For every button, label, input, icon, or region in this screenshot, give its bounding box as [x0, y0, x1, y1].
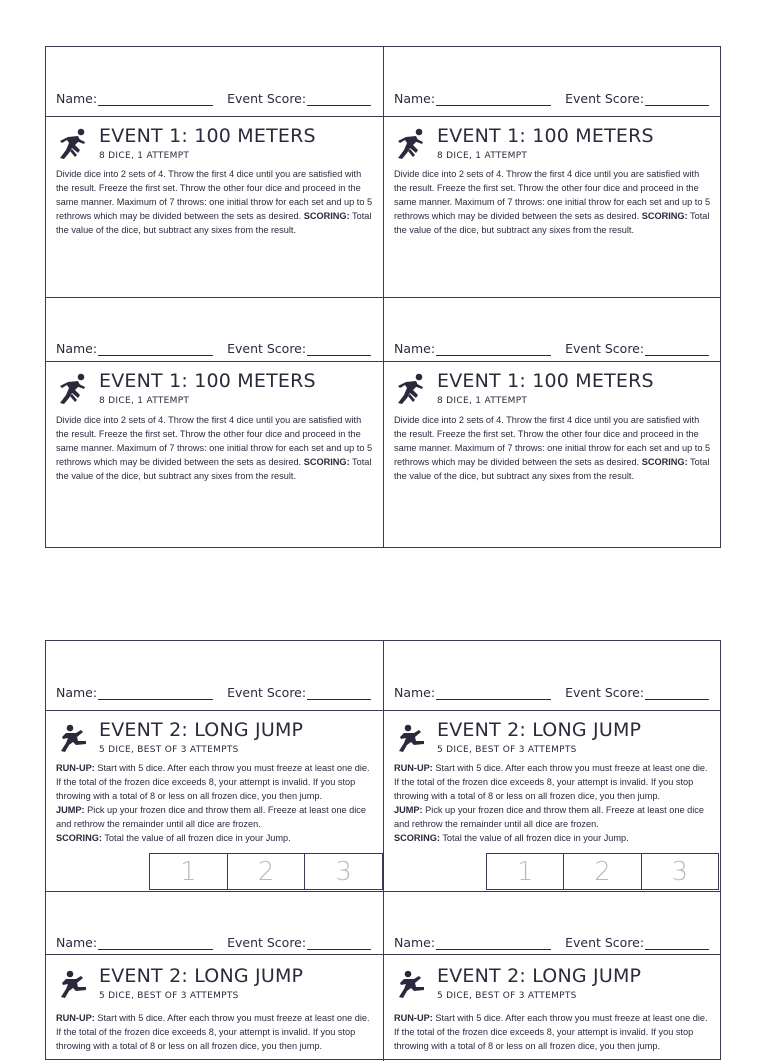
name-label: Name:	[394, 685, 436, 700]
sprinter-icon	[56, 128, 90, 162]
rules-text: Divide dice into 2 sets of 4. Throw the first 4 dice until you are satisfied with the result. Freeze the first set. Throw the other four dice and proceed in the same manner. Maximum of 7 throws: one initial throw for each set and up to 5 rethrows which may be divided between the sets as desired.	[56, 169, 373, 221]
event-subtitle: 5 DICE, BEST OF 3 ATTEMPTS	[99, 991, 239, 1001]
event-header	[56, 719, 377, 759]
name-score-row	[56, 91, 369, 111]
event2-card	[383, 891, 720, 1061]
attempt-box-1[interactable]: 1	[516, 856, 534, 887]
name-label: Name:	[394, 935, 436, 950]
event-subtitle: 8 DICE, 1 ATTEMPT	[99, 396, 190, 406]
runup-label: RUN-UP:	[56, 763, 95, 773]
attempt-box-3[interactable]: 3	[641, 854, 718, 889]
attempt-box-2[interactable]: 2	[563, 854, 640, 889]
scoring-text: Total the value of the dice, but subtract any sixes from the result.	[56, 457, 372, 481]
jump-text: Pick up your frozen dice and throw them all. Freeze at least one dice and rethrow the remainder until all dice are frozen.	[394, 805, 704, 829]
divider	[384, 954, 720, 955]
name-score-row	[56, 685, 369, 705]
score-label: Event Score:	[565, 685, 645, 700]
runup-label: RUN-UP:	[394, 1013, 433, 1023]
rules-text: Divide dice into 2 sets of 4. Throw the first 4 dice until you are satisfied with the result. Freeze the first set. Throw the other four dice and proceed in the same manner. Maximum of 7 throws: one initial throw for each set and up to 5 rethrows which may be divided between the sets as desired.	[56, 415, 373, 467]
name-label: Name:	[394, 341, 436, 356]
jump-label: JUMP:	[56, 805, 85, 815]
name-field[interactable]	[98, 342, 213, 356]
scoring-label: SCORING:	[394, 833, 440, 843]
event-subtitle: 8 DICE, 1 ATTEMPT	[99, 151, 190, 161]
name-label: Name:	[56, 935, 98, 950]
event-subtitle: 8 DICE, 1 ATTEMPT	[437, 396, 528, 406]
divider	[384, 710, 720, 711]
score-label: Event Score:	[227, 341, 307, 356]
event2-sheet	[45, 640, 721, 1060]
name-field[interactable]	[436, 342, 551, 356]
scoring-label: SCORING:	[641, 211, 688, 221]
event-subtitle: 5 DICE, BEST OF 3 ATTEMPTS	[437, 991, 577, 1001]
event-header	[394, 965, 714, 1005]
score-field[interactable]	[645, 936, 709, 950]
event2-card	[46, 891, 383, 1061]
event-header	[56, 125, 377, 165]
score-field[interactable]	[645, 686, 709, 700]
rules-text: Divide dice into 2 sets of 4. Throw the first 4 dice until you are satisfied with the result. Freeze the first set. Throw the other four dice and proceed in the same manner. Maximum of 7 throws: one initial throw for each set and up to 5 rethrows which may be divided between the sets as desired.	[394, 415, 711, 467]
scoring-text: Total the value of the dice, but subtract any sixes from the result.	[56, 211, 372, 235]
runup-text: Start with 5 dice. After each throw you must freeze at least one die. If the total of the frozen dice exceeds 8, your attempt is invalid. If you stop throwing with a total of 8 or less on all frozen dice, you then jump.	[394, 1013, 708, 1051]
name-label: Name:	[394, 91, 436, 106]
score-label: Event Score:	[565, 91, 645, 106]
event-rules	[394, 1011, 712, 1053]
score-label: Event Score:	[565, 935, 645, 950]
scoring-label: SCORING:	[303, 457, 350, 467]
event-title: EVENT 1: 100 METERS	[99, 125, 316, 147]
divider	[46, 361, 383, 362]
name-label: Name:	[56, 91, 98, 106]
name-field[interactable]	[436, 936, 551, 950]
name-score-row	[394, 935, 706, 955]
event-subtitle: 8 DICE, 1 ATTEMPT	[437, 151, 528, 161]
runup-text: Start with 5 dice. After each throw you must freeze at least one die. If the total of the frozen dice exceeds 8, your attempt is invalid. If you stop throwing with a total of 8 or less on all frozen dice, you then jump.	[56, 1013, 370, 1051]
event-title: EVENT 1: 100 METERS	[99, 370, 316, 392]
scoring-text: Total the value of the dice, but subtract any sixes from the result.	[394, 457, 710, 481]
score-label: Event Score:	[227, 935, 307, 950]
event2-card	[46, 641, 383, 891]
event-header	[394, 125, 714, 165]
event-rules	[56, 167, 375, 237]
scoring-text: Total the value of the dice, but subtract any sixes from the result.	[394, 211, 710, 235]
divider	[384, 116, 720, 117]
jump-text: Pick up your frozen dice and throw them all. Freeze at least one dice and rethrow the remainder until all dice are frozen.	[56, 805, 366, 829]
name-label: Name:	[56, 341, 98, 356]
score-field[interactable]	[307, 936, 371, 950]
name-score-row	[56, 935, 369, 955]
sprinter-icon	[394, 128, 428, 162]
event-subtitle: 5 DICE, BEST OF 3 ATTEMPTS	[99, 745, 239, 755]
long-jumper-icon	[56, 968, 90, 1002]
event-subtitle: 5 DICE, BEST OF 3 ATTEMPTS	[437, 745, 577, 755]
attempt-box-2[interactable]: 2	[227, 854, 305, 889]
score-label: Event Score:	[227, 91, 307, 106]
attempt-boxes	[486, 853, 719, 890]
score-field[interactable]	[307, 92, 371, 106]
event-header	[394, 370, 714, 410]
event-header	[394, 719, 714, 759]
event1-card	[46, 47, 383, 297]
event-header	[56, 370, 377, 410]
long-jumper-icon	[56, 722, 90, 756]
name-field[interactable]	[436, 92, 551, 106]
event-title: EVENT 2: LONG JUMP	[99, 965, 304, 987]
long-jumper-icon	[394, 722, 428, 756]
name-score-row	[394, 685, 706, 705]
name-score-row	[394, 341, 706, 361]
runup-text: Start with 5 dice. After each throw you must freeze at least one die. If the total of the frozen dice exceeds 8, your attempt is invalid. If you stop throwing with a total of 8 or less on all frozen dice, you then jump.	[56, 763, 370, 801]
sprinter-icon	[56, 373, 90, 407]
long-jumper-icon	[394, 968, 428, 1002]
event-title: EVENT 2: LONG JUMP	[437, 965, 642, 987]
event-title: EVENT 2: LONG JUMP	[99, 719, 304, 741]
score-label: Event Score:	[565, 341, 645, 356]
attempt-box-1[interactable]: 1	[180, 856, 197, 887]
sprinter-icon	[394, 373, 428, 407]
divider	[46, 954, 383, 955]
score-field[interactable]	[645, 92, 709, 106]
runup-text: Start with 5 dice. After each throw you must freeze at least one die. If the total of the frozen dice exceeds 8, your attempt is invalid. If you stop throwing with a total of 8 or less on all frozen dice, you then jump.	[394, 763, 708, 801]
event-rules	[56, 1011, 375, 1053]
name-field[interactable]	[98, 686, 213, 700]
attempt-box-3[interactable]: 3	[304, 854, 382, 889]
event-rules	[394, 413, 712, 483]
score-field[interactable]	[307, 342, 371, 356]
score-field[interactable]	[645, 342, 709, 356]
runup-label: RUN-UP:	[56, 1013, 95, 1023]
event-rules	[56, 413, 375, 483]
event1-card	[46, 297, 383, 547]
scoring-label: SCORING:	[56, 833, 102, 843]
event2-card	[383, 641, 720, 891]
event-rules	[394, 167, 712, 237]
score-label: Event Score:	[227, 685, 307, 700]
jump-label: JUMP:	[394, 805, 423, 815]
event-title: EVENT 2: LONG JUMP	[437, 719, 642, 741]
event-rules	[56, 761, 375, 845]
event1-sheet	[45, 46, 721, 548]
name-score-row	[394, 91, 706, 111]
name-field[interactable]	[98, 92, 213, 106]
name-field[interactable]	[98, 936, 213, 950]
scoring-label: SCORING:	[641, 457, 688, 467]
name-score-row	[56, 341, 369, 361]
divider	[384, 361, 720, 362]
name-field[interactable]	[436, 686, 551, 700]
event-rules	[394, 761, 712, 845]
event-header	[56, 965, 377, 1005]
rules-text: Divide dice into 2 sets of 4. Throw the first 4 dice until you are satisfied with the result. Freeze the first set. Throw the other four dice and proceed in the same manner. Maximum of 7 throws: one initial throw for each set and up to 5 rethrows which may be divided between the sets as desired.	[394, 169, 711, 221]
divider	[46, 710, 383, 711]
runup-label: RUN-UP:	[394, 763, 433, 773]
attempt-boxes	[149, 853, 383, 890]
event1-card	[383, 297, 720, 547]
divider	[46, 116, 383, 117]
scoring-label: SCORING:	[303, 211, 350, 221]
name-label: Name:	[56, 685, 98, 700]
scoring-text: Total the value of all frozen dice in your Jump.	[439, 833, 629, 843]
event-title: EVENT 1: 100 METERS	[437, 370, 654, 392]
scoring-text: Total the value of all frozen dice in your Jump.	[101, 833, 291, 843]
score-field[interactable]	[307, 686, 371, 700]
event-title: EVENT 1: 100 METERS	[437, 125, 654, 147]
event1-card	[383, 47, 720, 297]
